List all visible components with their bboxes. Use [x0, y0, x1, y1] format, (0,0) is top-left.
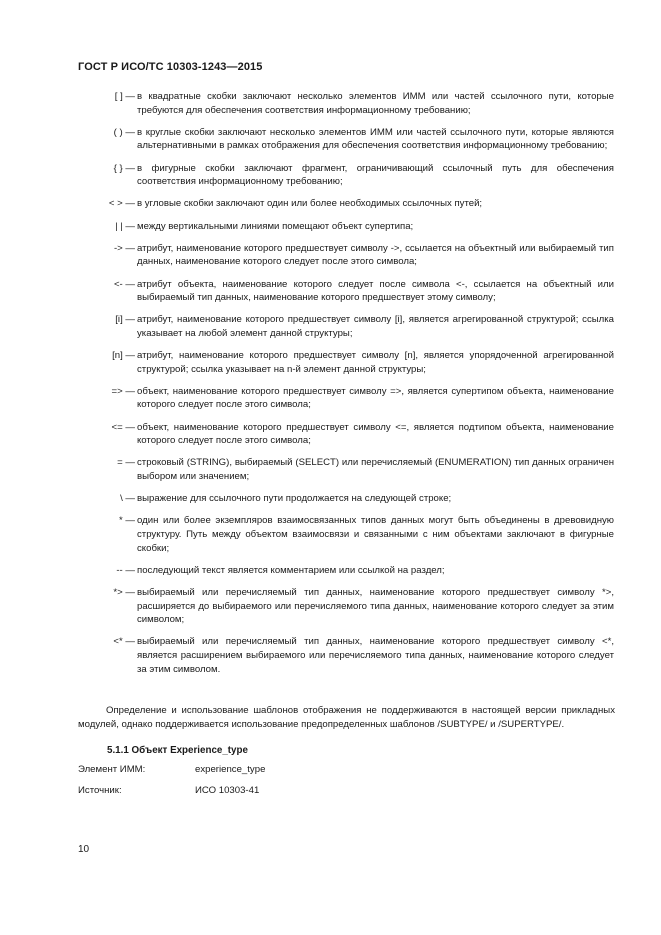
definition-item: [0, 126, 661, 153]
definition-item: [0, 278, 661, 305]
definition-text: в угловые скобки заключают один или более необходимых ссылочных путей;: [137, 198, 483, 210]
field-row-arm-element: [78, 764, 265, 775]
definition-text: атрибут, наименование которого предшествует символу [i], является агрегированной структурой; ссылка указывает на любой элемент данной структуры;: [137, 314, 614, 339]
definition-item: [0, 564, 661, 578]
definition-symbol: { } —: [113, 162, 135, 174]
definition-symbol: -> —: [113, 242, 135, 254]
field-label: Источник:: [78, 785, 122, 796]
definition-symbol: < > —: [108, 198, 135, 210]
field-value: ИСО 10303-41: [195, 785, 260, 796]
definition-symbol: \ —: [120, 493, 135, 505]
definition-item: [0, 421, 661, 448]
definition-symbol: ( ) —: [113, 126, 135, 138]
definition-symbol: * —: [119, 515, 135, 527]
definition-item: [0, 586, 661, 627]
definition-item: [0, 514, 661, 555]
symbol-definitions-list: [0, 90, 661, 685]
page-number: 10: [78, 844, 90, 855]
definition-text: атрибут, наименование которого предшествует символу [n], является упорядоченной агрегированной структурой; ссылка указывает на n-й элемент данной структуры;: [137, 350, 614, 375]
definition-text: выбираемый или перечисляемый тип данных, наименование которого предшествует символу *>, расширяется до выбираемого или перечисляемого типа данных, наименование которого следует за этим символом;: [137, 586, 614, 626]
definition-text: атрибут объекта, наименование которого следует после символа <-, ссылается на объектный или выбираемый тип данных, наименование которого предшествует этому символу;: [137, 278, 614, 304]
field-row-source: [78, 785, 259, 796]
definition-text: выбираемый или перечисляемый тип данных, наименование которого предшествует символу <*, является расширением выбираемого или перечисляемого типа данных, наименование которого следует за этим символом.: [137, 636, 614, 675]
definition-item: [0, 456, 661, 483]
definition-symbol: [i] —: [115, 314, 135, 326]
definition-symbol: <= —: [111, 421, 135, 433]
field-value: experience_type: [195, 764, 266, 775]
definition-item: [0, 162, 661, 189]
definition-text: между вертикальными линиями помещают объект супертипа;: [137, 220, 414, 232]
definition-item: [0, 313, 661, 340]
definition-symbol: => —: [111, 385, 135, 397]
definition-text: объект, наименование которого предшествует символу =>, является супертипом объекта, наименование которого следует после этого символа;: [137, 385, 614, 411]
definition-symbol: [n] —: [112, 350, 135, 362]
field-label: Элемент ИММ:: [78, 764, 146, 775]
mapping-templates-paragraph: Определение и использование шаблонов отображения не поддерживаются в настоящей версии прикладных модулей, однако поддерживается использование предопределенных шаблонов /SUBTYPE/ и /SUPERTYPE/.: [78, 705, 615, 730]
subsection-heading: 5.1.1 Объект Experience_type: [107, 745, 248, 756]
definition-text: выражение для ссылочного пути продолжается на следующей строке;: [137, 493, 452, 505]
definition-text: атрибут, наименование которого предшествует символу ->, ссылается на объектный или выбираемый тип данных, наименование которого следует после этого символа;: [137, 242, 614, 268]
definition-text: последующий текст является комментарием или ссылкой на раздел;: [137, 564, 445, 576]
definition-symbol: *> —: [113, 586, 135, 598]
document-header: ГОСТ Р ИСО/ТС 10303-1243—2015: [78, 61, 263, 73]
definition-item: [0, 385, 661, 412]
definition-text: строковый (STRING), выбираемый (SELECT) или перечисляемый (ENUMERATION) тип данных ограничен выбором или значением;: [137, 457, 614, 482]
definition-text: объект, наименование которого предшествует символу <=, является подтипом объекта, наименование которого следует после этого символа;: [137, 421, 614, 447]
definition-symbol: <* —: [113, 636, 135, 648]
definition-item: [0, 492, 661, 506]
definition-item: [0, 242, 661, 269]
definition-symbol: -- —: [116, 564, 135, 576]
definition-text: в фигурные скобки заключают фрагмент, ограничивающий ссылочный путь для обеспечения соответствия информационному требованию;: [137, 162, 614, 188]
definition-item: [0, 197, 661, 211]
definition-symbol: | | —: [115, 220, 135, 232]
definition-item: [0, 220, 661, 234]
definition-symbol: [ ] —: [114, 91, 135, 102]
definition-text: один или более экземпляров взаимосвязанных типов данных могут быть объединены в древовидную структуру. Путь между объектом взаимосвязи и связанными с ним объектами заключают в фигурные скобки;: [137, 515, 614, 554]
definition-item: [0, 635, 661, 676]
definition-item: [0, 349, 661, 376]
definition-text: в квадратные скобки заключают несколько элементов ИММ или частей ссылочного пути, которые требуются для обеспечения соответствия информационному требованию;: [137, 91, 614, 116]
definition-text: в круглые скобки заключают несколько элементов ИММ или частей ссылочного пути, которые являются альтернативными в рамках отображения для обеспечения соответствия информационному требованию;: [137, 126, 614, 152]
definition-symbol: <- —: [113, 278, 135, 290]
definition-item: [0, 90, 661, 117]
definition-symbol: = —: [117, 457, 135, 469]
